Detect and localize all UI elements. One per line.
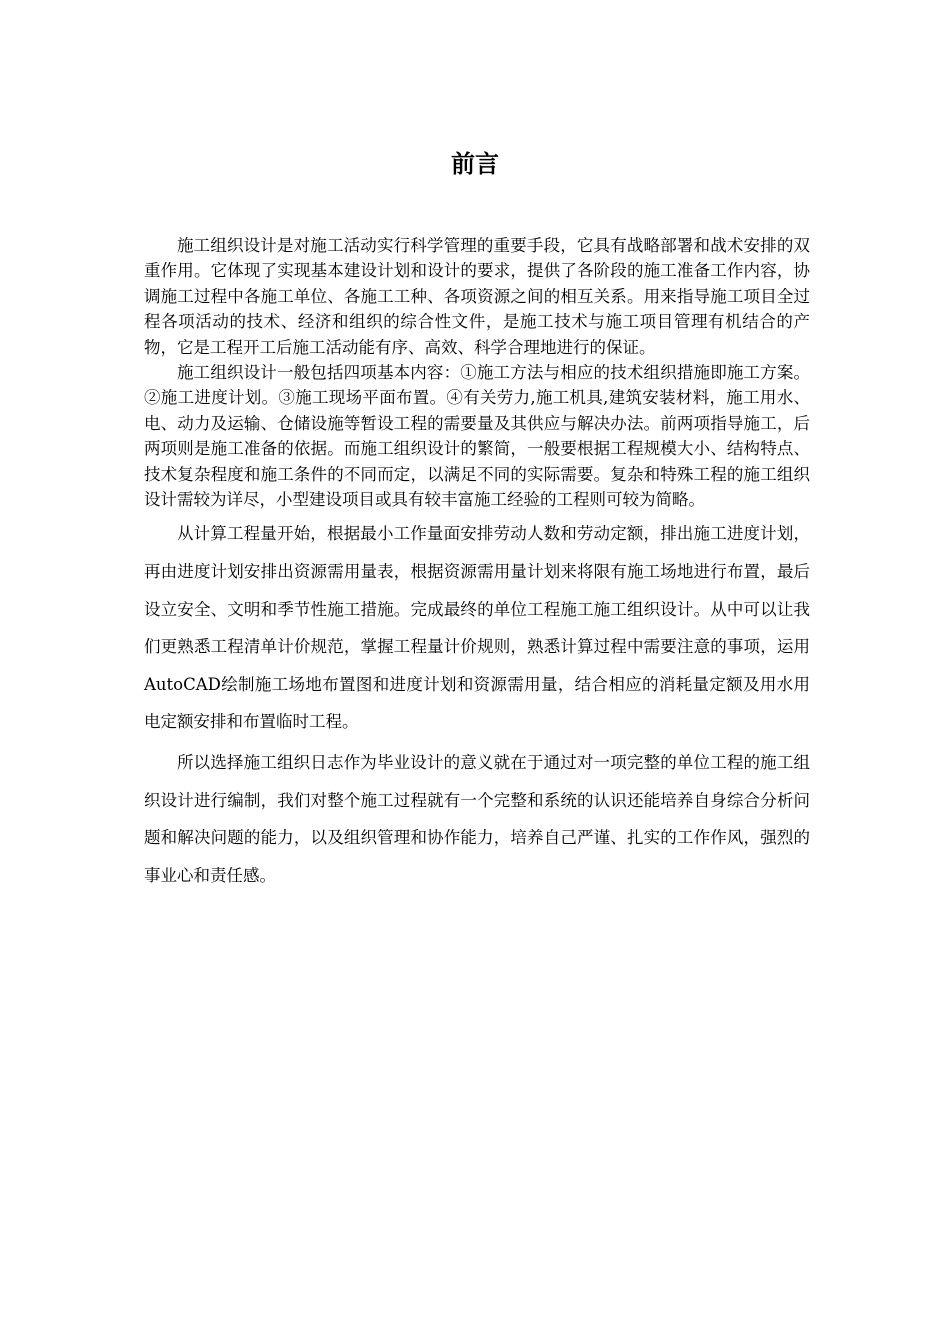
paragraph-intro: 施工组织设计是对施工活动实行科学管理的重要手段，它具有战略部署和战术安排的双重作用。它体现了实现基本建设计划和设计的要求，提供了各阶段的施工准备工作内容，协调施工过程中各施工单位、各施工工种、各项资源之间的相互关系。用来指导施工项目全过程各项活动的技术、经济和组织的综合性文件，是施工技术与施工项目管理有机结合的产物，它是工程开工后施工活动能有序、高效、科学合理地进行的保证。 bbox=[144, 236, 810, 357]
paragraph-significance: 所以选择施工组织日志作为毕业设计的意义就在于通过对一项完整的单位工程的施工组织设计进行编制，我们对整个施工过程就有一个完整和系统的认识还能培养自身综合分析问题和解决问题的能力，以及组织管理和协作能力，培养自己严谨、扎实的工作作风，强烈的事业心和责任感。 bbox=[144, 753, 810, 885]
paragraph-contents: 施工组织设计一般包括四项基本内容：①施工方法与相应的技术组织措施即施工方案。②施工进度计划。③施工现场平面布置。④有关劳力,施工机具,建筑安装材料，施工用水、电、动力及运输、仓储设施等暂设工程的需要量及其供应与解决办法。前两项指导施工，后两项则是施工准备的依据。而施工组织设计的繁简，一般要根据工程规模大小、结构特点、技术复杂程度和施工条件的不同而定，以满足不同的实际需要。复杂和特殊工程的施工组织设计需较为详尽，小型建设项目或具有较丰富施工经验的工程则可较为简略。 bbox=[144, 363, 810, 510]
page-title: 前言 bbox=[451, 150, 499, 178]
document-body bbox=[144, 233, 810, 894]
paragraph-process: 从计算工程量开始，根据最小工作量面安排劳动人数和劳动定额，排出施工进度计划，再由进度计划安排出资源需用量表，根据资源需用量计划来将限有施工场地进行布置，最后设立安全、文明和季节性施工措施。完成最终的单位工程施工施工组织设计。从中可以让我们更熟悉工程清单计价规范，掌握工程量计价规则，熟悉计算过程中需要注意的事项，运用AutoCAD绘制施工场地布置图和进度计划和资源需用量，结合相应的消耗量定额及用水用电定额安排和布置临时工程。 bbox=[144, 524, 810, 732]
